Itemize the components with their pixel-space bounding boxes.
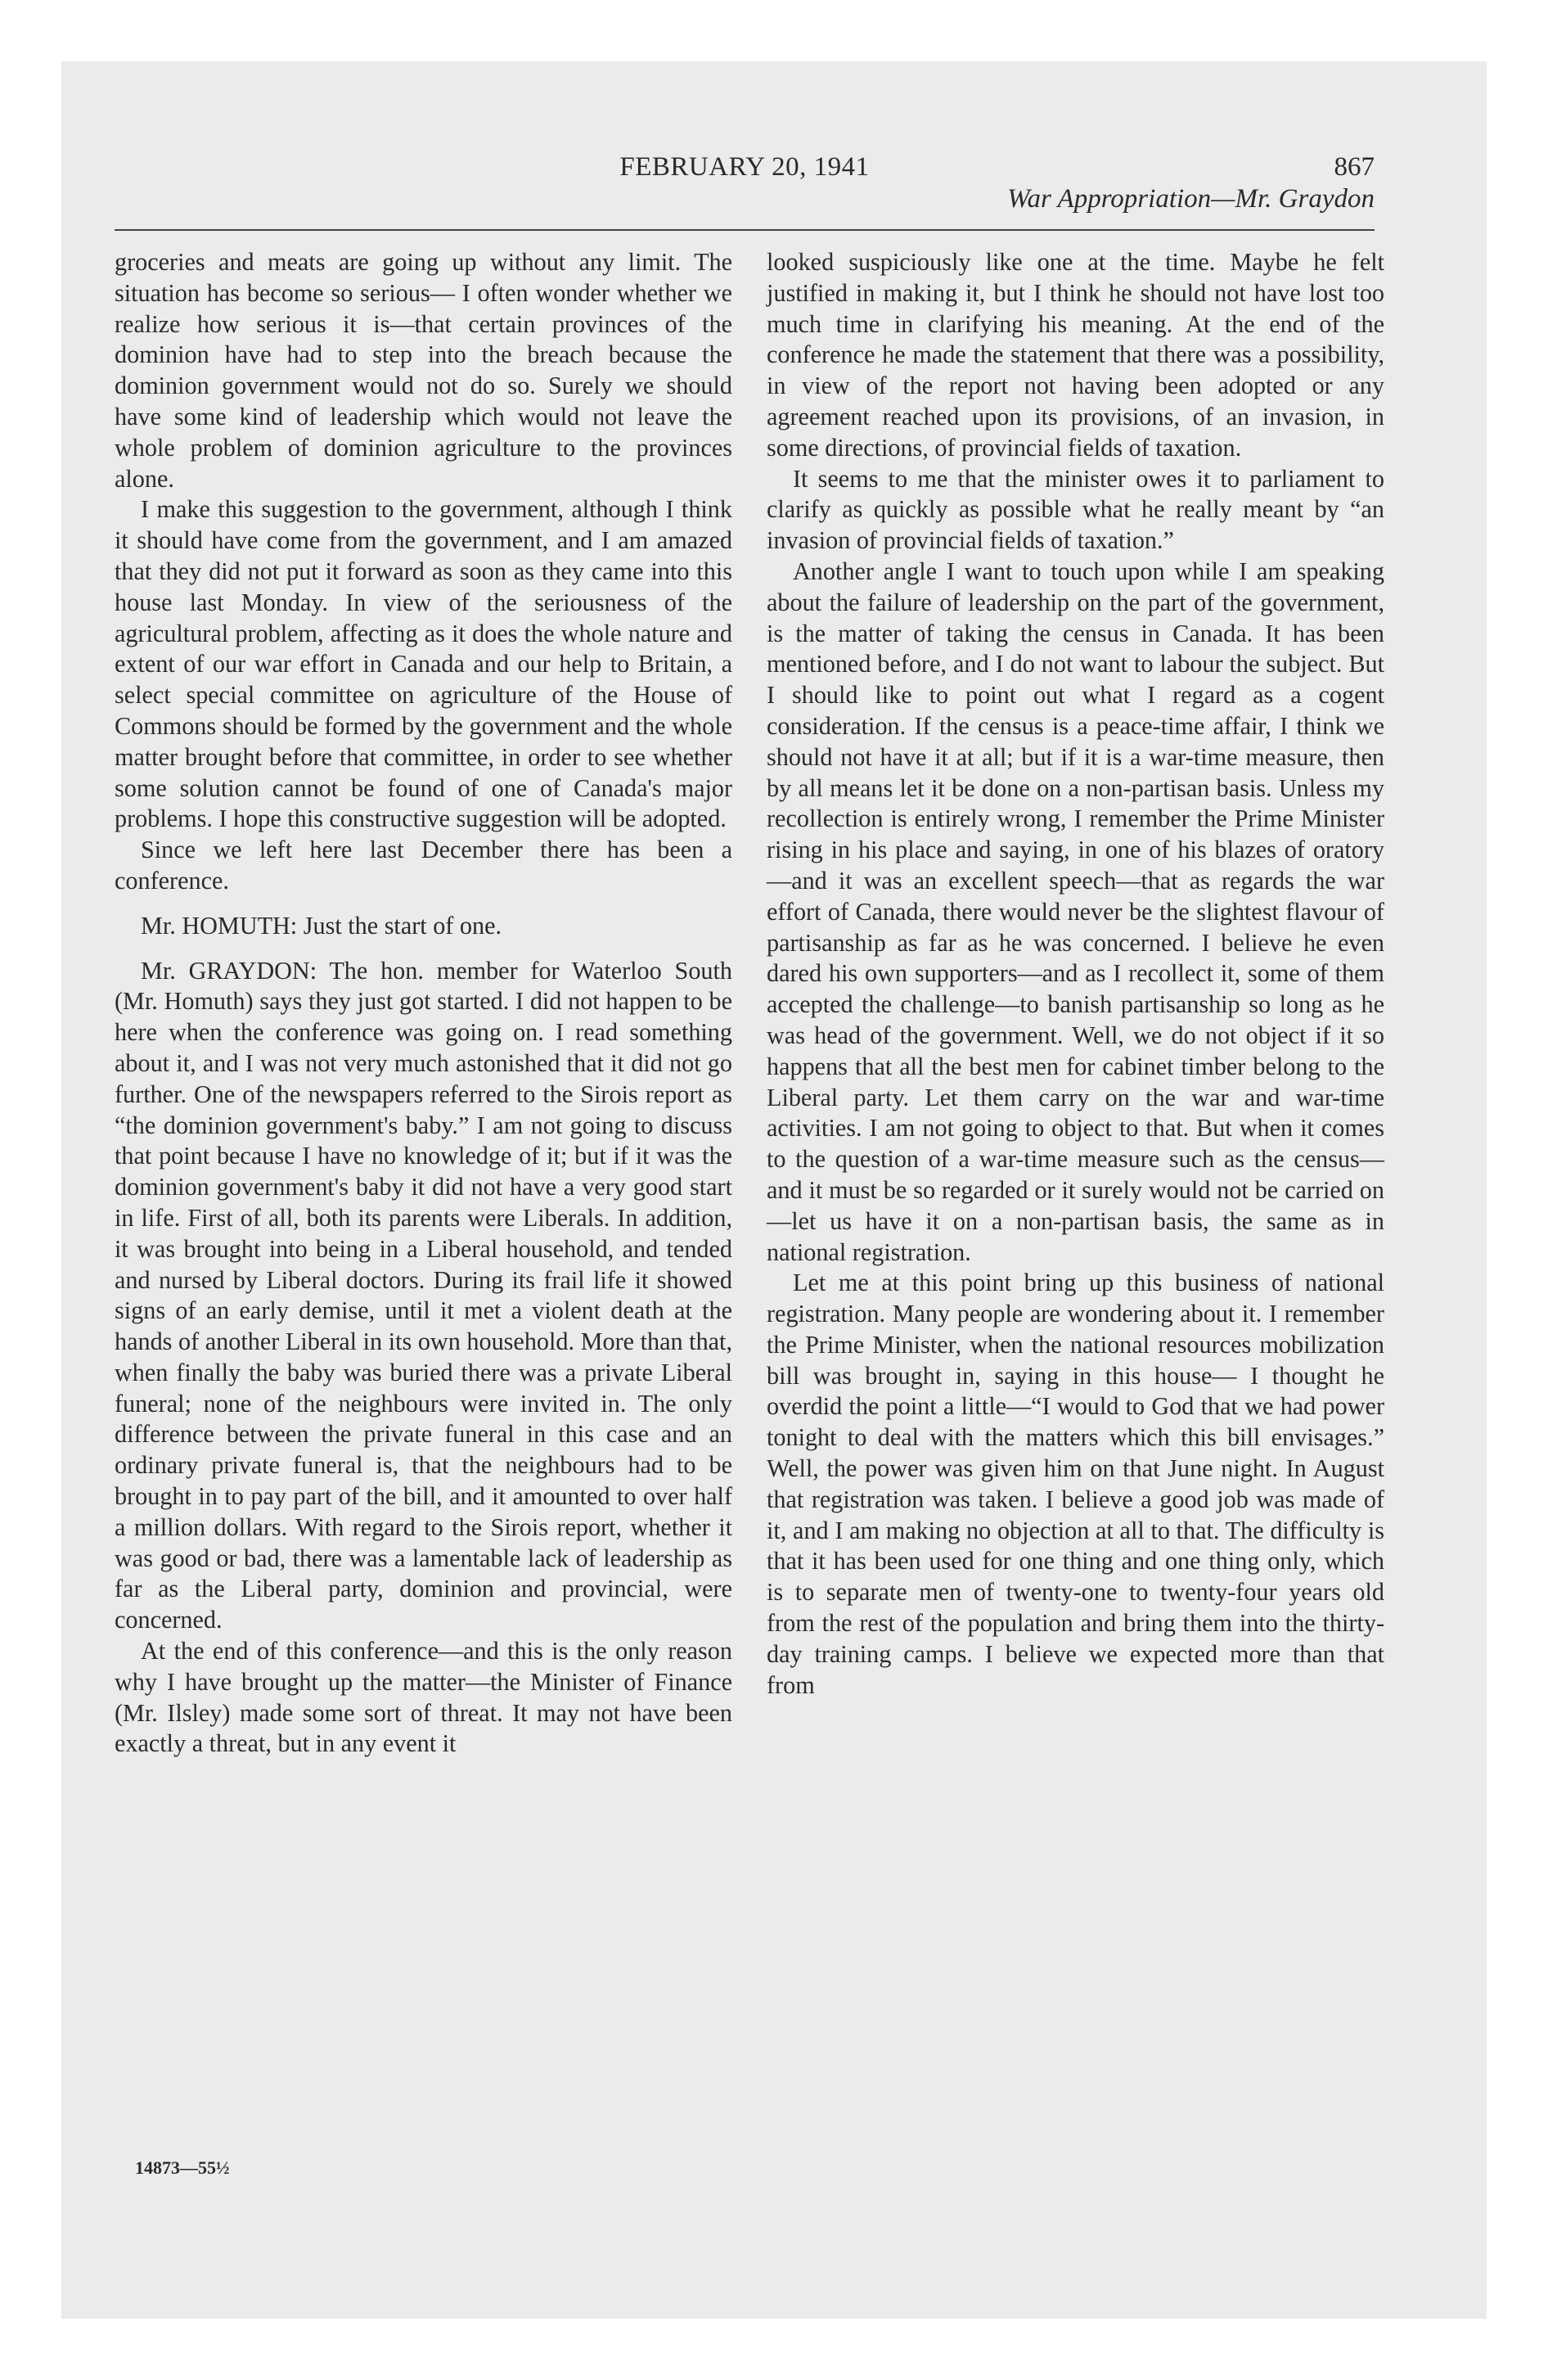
page-number: 867 (1334, 152, 1375, 182)
print-code: 14873—55½ (135, 2157, 230, 2178)
right-column (767, 247, 1384, 1701)
paragraph: Another angle I want to touch upon while I am speaking about the failure of leadership on the part of the government, is the matter of taking the census in Canada. It has been mentioned before, and I do not want to labour the subject. But I should like to point out what I regard as a cogent consideration. If the census is a peace-time affair, I think we should not have it at all; but if it is a war-time measure, then by all means let it be done on a non-partisan basis. Unless my recollection is entirely wrong, I remember the Prime Minister rising in his place and saying, in one of his blazes of oratory—and it was an excellent speech—that as regards the war effort of Canada, there would never be the slightest flavour of partisanship as far as he was concerned. I believe he even dared his own supporters—and as I recollect it, some of them accepted the challenge—to banish partisanship so long as he was head of the government. Well, we do not object if it so happens that all the best men for cabinet timber belong to the Liberal party. Let them carry on the war and war-time activities. I am not going to object to that. But when it comes to the question of a war-time measure such as the census—and it must be so regarded or it surely would not be carried on—let us have it on a non-partisan basis, the same as in national registration. (767, 557, 1384, 1266)
header-rule (115, 229, 1375, 231)
paragraph: At the end of this conference—and this is the only reason why I have brought up the matter—the Minister of Finance (Mr. Ilsley) made some sort of threat. It may not have been exactly a threat, but in any event it (115, 1637, 732, 1758)
page-header (115, 152, 1375, 218)
paragraph: Since we left here last December there has been a conference. (115, 836, 732, 895)
paragraph: groceries and meats are going up without any limit. The situation has become so serious— I often wonder whether we realize how serious it is—that certain provinces of the dominion have had to step into the breach because the dominion government would not do so. Surely we should have some kind of leadership which would not leave the whole problem of dominion agriculture to the provinces alone. (115, 248, 732, 493)
paragraph: Let me at this point bring up this business of national registration. Many people are wondering about it. I remember the Prime Minister, when the national resources mobilization bill was brought in, saying in this house— I thought he overdid the point a little—“I would to God that we had power tonight to deal with the matters which this bill envisages.” Well, the power was given him on that June night. In August that registration was taken. I believe a good job was made of it, and I am making no objection at all to that. The difficulty is that it has been used for one thing and one thing only, which is to separate men of twenty-one to twenty-four years old from the rest of the population and bring them into the thirty-day training camps. I believe we expected more than that from (767, 1269, 1384, 1699)
speaker-paragraph: Mr. GRAYDON: The hon. member for Waterloo South (Mr. Homuth) says they just got started. I did not happen to be here when the conference was going on. I read something about it, and I was not very much astonished that it did not go further. One of the newspapers referred to the Sirois report as “the dominion government's baby.” I am not going to discuss that point because I have no knowledge of it; but if it was the dominion government's baby it did not have a very good start in life. First of all, both its parents were Liberals. In addition, it was brought into being in a Liberal household, and tended and nursed by Liberal doctors. During its frail life it showed signs of an early demise, until it met a violent death at the hands of another Liberal in its own household. More than that, when finally the baby was buried there was a private Liberal funeral; none of the neighbours were invited in. The only difference between the private funeral in this case and an ordinary private funeral is, that the neighbours had to be brought in to pay part of the bill, and it amounted to over half a million dollars. With regard to the Sirois report, whether it was good or bad, there was a lamentable lack of leadership as far as the Liberal party, dominion and provincial, were concerned. (115, 956, 732, 1634)
paragraph: I make this suggestion to the government, although I think it should have come from the government, and I am amazed that they did not put it forward as soon as they came into this house last Monday. In view of the seriousness of the agricultural problem, affecting as it does the whole nature and extent of our war effort in Canada and our help to Britain, a select special committee on agriculture of the House of Commons should be formed by the government and the whole matter brought before that committee, in order to see whether some solution cannot be found of one of Canada's major problems. I hope this constructive suggestion will be adopted. (115, 495, 732, 833)
running-head: War Appropriation—Mr. Graydon (1007, 184, 1375, 214)
header-date: FEBRUARY 20, 1941 (619, 152, 870, 182)
paragraph: It seems to me that the minister owes it to parliament to clarify as quickly as possible what he really meant by “an invasion of provincial fields of taxation.” (767, 464, 1384, 555)
left-column (115, 247, 732, 1760)
paragraph: looked suspiciously like one at the time. Maybe he felt justified in making it, but I think he should not have lost too much time in clarifying his meaning. At the end of the conference he made the statement that there was a possibility, in view of the report not having been adopted or any agreement reached upon its provisions, of an invasion, in some directions, of provincial fields of taxation. (767, 248, 1384, 462)
speaker-paragraph: Mr. HOMUTH: Just the start of one. (141, 911, 502, 940)
